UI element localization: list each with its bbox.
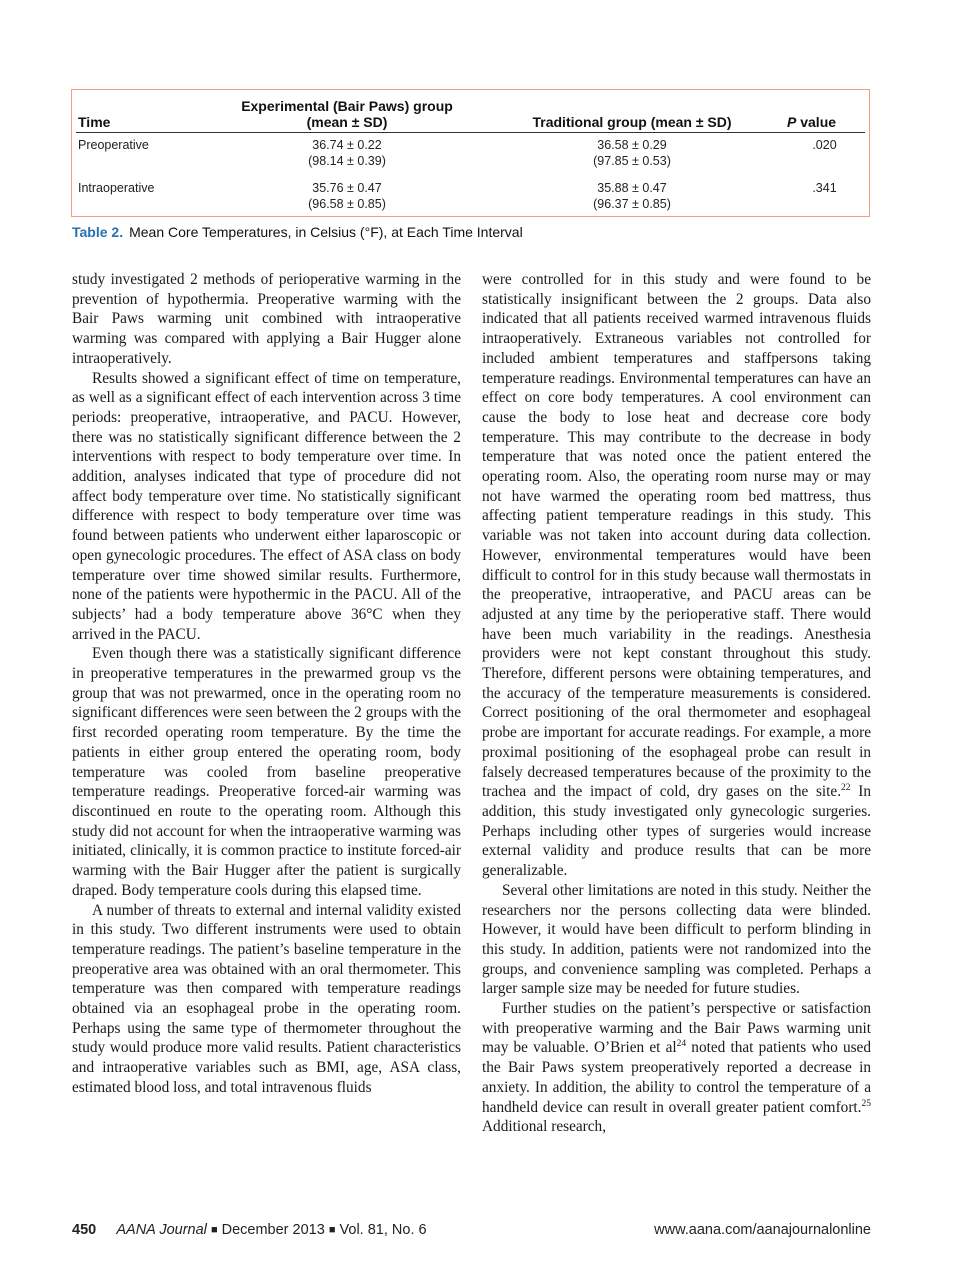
header-p-value xyxy=(787,114,836,130)
separator-icon: ■ xyxy=(328,1224,336,1236)
journal-url[interactable]: www.aana.com/aanajournalonline xyxy=(654,1222,871,1238)
row-intraoperative-time: Intraoperative xyxy=(78,181,155,195)
separator-icon: ■ xyxy=(210,1224,218,1236)
row-intraoperative-traditional xyxy=(502,180,762,212)
row-intraoperative-experimental xyxy=(222,180,472,212)
header-time: Time xyxy=(78,114,111,130)
caption-label: Table 2. xyxy=(72,224,124,240)
row-preoperative-experimental xyxy=(222,137,472,169)
header-traditional: Traditional group (mean ± SD) xyxy=(532,114,732,130)
cell-value-fahrenheit: (98.14 ± 0.39) xyxy=(308,154,386,168)
header-rule xyxy=(76,132,865,133)
table-caption xyxy=(72,224,523,240)
data-table xyxy=(71,89,870,217)
paragraph: study investigated 2 methods of perioperative warming in the prevention of hypothermia. Preoperative warming with the Bair Paws warming unit combined with intraoperative warming was compared with applying a Bair Hugger alone intraoperatively. xyxy=(72,271,461,367)
row-intraoperative-p: .341 xyxy=(812,181,837,195)
header-experimental-line1: Experimental (Bair Paws) group xyxy=(241,98,453,114)
paragraph-text: Further studies on the patient’s perspective or satisfaction with preoperative warming and the Bair Paws warming unit may be valuable. O’Brien et al xyxy=(482,1000,871,1057)
paragraph: Several other limitations are noted in this study. Neither the researchers nor the persons collecting data were blinded. However, it would have been difficult to perform blinding in this study. In addition, patients were not randomized into the groups, and convenience sampling was completed. Perhaps a larger sample size may be needed for future studies. xyxy=(482,881,871,998)
issue-date: December 2013 xyxy=(221,1222,325,1238)
journal-name: AANA Journal xyxy=(116,1222,207,1238)
reference-22: 22 xyxy=(841,783,851,794)
cell-value-fahrenheit: (96.37 ± 0.85) xyxy=(593,197,671,211)
paragraph xyxy=(482,270,871,881)
paragraph xyxy=(482,999,871,1137)
row-preoperative-traditional xyxy=(502,137,762,169)
paragraph-text: In addition, this study investigated only gynecologic surgeries. Perhaps including other types of surgeries would increase external validity and produce results that can be more generalizable. xyxy=(482,783,871,880)
row-preoperative-time: Preoperative xyxy=(78,138,149,152)
cell-value-celsius: 35.88 ± 0.47 xyxy=(597,181,667,195)
caption-text: Mean Core Temperatures, in Celsius (°F), at Each Time Interval xyxy=(129,224,523,240)
reference-24: 24 xyxy=(676,1039,687,1050)
paragraph: A number of threats to external and internal validity existed in this study. Two different instruments were used to obtain temperature readings. The patient’s baseline temperature in the preoperative area was obtained with an oral thermometer. This temperature was then compared with temperature readings obtained via an esophageal probe in the operating room. Perhaps using the same type of thermometer throughout the study would produce more valid results. Patient characteristics and intraoperative variables such as BMI, age, ASA class, estimated blood loss, and total intravenous fluids xyxy=(72,901,461,1096)
paragraph-text: Additional research, xyxy=(482,1118,607,1136)
header-experimental-line2: (mean ± SD) xyxy=(306,114,388,130)
paragraph: Even though there was a statistically significant difference in preoperative temperatures in the prewarmed group vs the group that was not prewarmed, once in the operating room no significant differences were seen between the 2 groups with the first recorded operating room temperature. By the time the patients in either group entered the operating room, body temperature was cooled from baseline preoperative temperature readings. Preoperative forced-air warming was discontinued en route to the operating room. Although this study did not account for when the intraoperative warming was initiated, clinically, it is common practice to institute forced-air warming with the Bair Hugger after the patient is surgically draped. Body temperature cools during this elapsed time. xyxy=(72,645,461,899)
page-number: 450 xyxy=(72,1222,97,1238)
row-preoperative-p: .020 xyxy=(812,138,837,152)
paragraph-text: were controlled for in this study and were found to be statistically insignificant between the 2 groups. Data also indicated that all patients received warmed intravenous fluids intraoperatively. Extraneous variables not controlled for included ambient temperatures and staffpersons taking temperature readings. Environmental temperatures can have an effect on core body temperatures. A cool environment can cause the body to lose heat and decrease core body temperature. This may contribute to the decrease in body temperature that was noted once the patient entered the operating room. Also, the operating room nurse may or may not have warmed the operating room bed mattress, thus affecting patient temperature readings in this study. This variable was not taken into account during data collection. However, environmental temperatures would have been difficult to control for in this study because wall thermostats in the preoperative, intraoperative, and PACU areas can be adjusted at any time by the perioperative staff. There would have been much variability in the readings. Anesthesia providers were not kept constant throughout this study. Therefore, different persons were obtaining temperatures, and the accuracy of the temperature measurements is considered. Correct positioning of the oral thermometer and esophageal probe are important for accurate readings. For example, a more proximal positioning of the esophageal probe can result in falsely decreased temperatures because of the proximity to the trachea and the impact of cold, dry gases on the site. xyxy=(482,271,871,801)
header-p-italic: P xyxy=(787,114,797,130)
paragraph-text: noted that patients who used the Bair Paws system preoperatively reported a decrease in anxiety. In addition, the ability to control the temperature of a handheld device can result in overall greater patient comfort. xyxy=(482,1039,871,1116)
body-column-left xyxy=(72,270,461,1098)
paragraph: Results showed a significant effect of time on temperature, as well as a significant effect of each intervention across 3 time periods: preoperative, intraoperative, and PACU. However, there was no statistically significant difference between the 2 interventions with respect to body temperature over time. In addition, analyses indicated that type of procedure did not affect body temperature over time. No statistically significant difference with respect to body temperature over time was found between patients who underwent either laparoscopic or open gynecologic procedures. The effect of ASA class on body temperature over time showed similar results. Furthermore, none of the patients were hypothermic in the PACU. All of the subjects’ had a body temperature above 36°C when they arrived in the PACU. xyxy=(72,369,461,643)
cell-value-celsius: 36.74 ± 0.22 xyxy=(312,138,382,152)
cell-value-fahrenheit: (97.85 ± 0.53) xyxy=(593,154,671,168)
cell-value-celsius: 36.58 ± 0.29 xyxy=(597,138,667,152)
header-experimental xyxy=(222,98,472,130)
reference-25: 25 xyxy=(861,1098,871,1109)
body-column-right xyxy=(482,270,871,1137)
header-p-rest: value xyxy=(796,114,837,130)
cell-value-fahrenheit: (96.58 ± 0.85) xyxy=(308,197,386,211)
cell-value-celsius: 35.76 ± 0.47 xyxy=(312,181,382,195)
page-footer xyxy=(72,1222,871,1242)
volume-info: Vol. 81, No. 6 xyxy=(339,1222,427,1238)
